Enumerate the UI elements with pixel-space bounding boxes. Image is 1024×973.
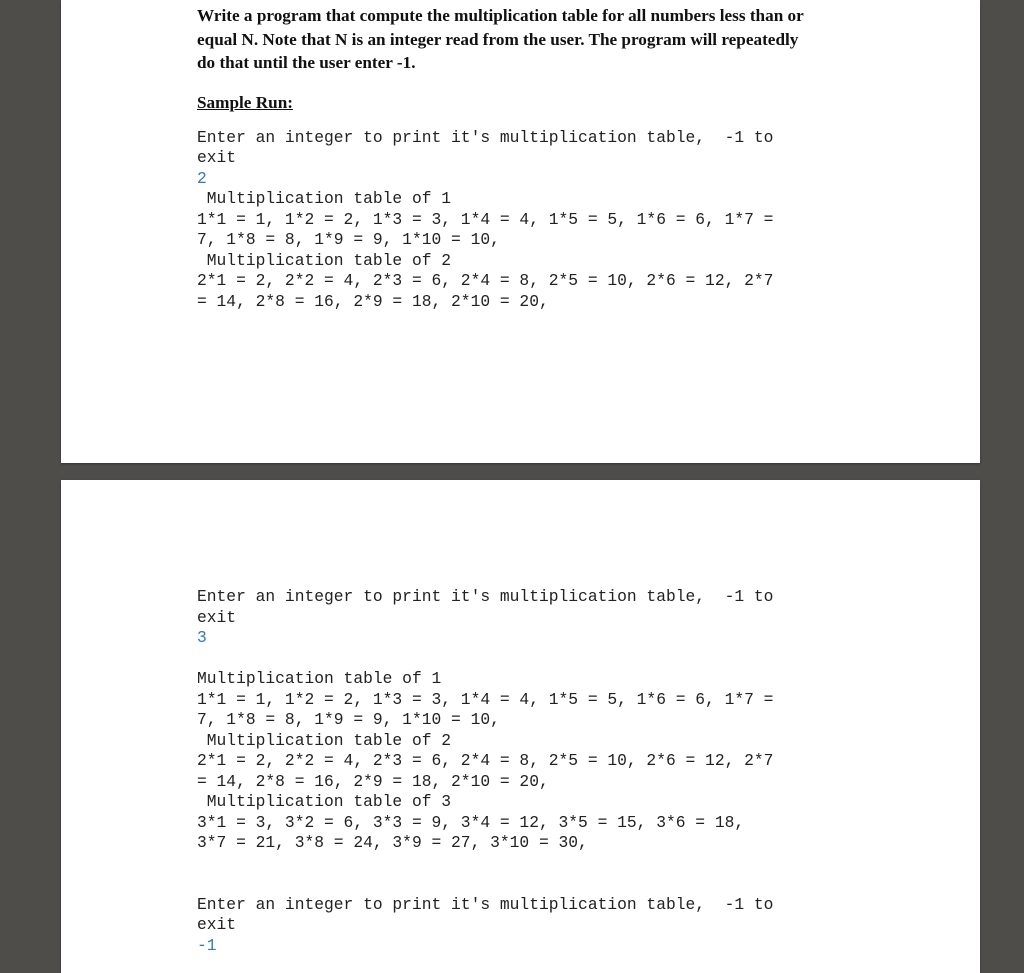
console-output-line: Multiplication table of 1 xyxy=(197,669,442,688)
document-page-2 xyxy=(61,480,980,973)
console-output-line: 7, 1*8 = 8, 1*9 = 9, 1*10 = 10, xyxy=(197,710,500,729)
document-page-1 xyxy=(61,0,980,463)
console-output-line: exit xyxy=(197,915,237,934)
console-output-line: = 14, 2*8 = 16, 2*9 = 18, 2*10 = 20, xyxy=(197,771,549,791)
user-input-value: 2 xyxy=(197,168,207,188)
sample-run-heading: Sample Run: xyxy=(197,92,293,112)
sample-run-output xyxy=(197,128,847,313)
blank-line xyxy=(197,874,847,895)
console-output-line: Multiplication table of 2 xyxy=(197,250,452,270)
console-output-line: 1*1 = 1, 1*2 = 2, 1*3 = 3, 1*4 = 4, 1*5 = 5, 1*6 = 6, 1*7 = xyxy=(197,209,774,229)
blank-line xyxy=(197,854,847,875)
problem-statement xyxy=(197,4,847,75)
console-output-line: Enter an integer to print it's multiplication table, -1 to xyxy=(197,587,774,606)
sample-run-output-continued xyxy=(197,587,847,956)
console-output-line: exit xyxy=(197,607,237,627)
problem-line: Write a program that compute the multiplication table for all numbers less than or xyxy=(197,6,804,25)
page-1-content xyxy=(197,4,847,312)
problem-line: equal N. Note that N is an integer read from the user. The program will repeatedly xyxy=(197,29,799,49)
console-output-line: 2*1 = 2, 2*2 = 4, 2*3 = 6, 2*4 = 8, 2*5 = 10, 2*6 = 12, 2*7 xyxy=(197,751,774,770)
console-output-line: = 14, 2*8 = 16, 2*9 = 18, 2*10 = 20, xyxy=(197,291,549,311)
console-output-line: Enter an integer to print it's multiplication table, -1 to xyxy=(197,127,774,147)
console-output-line: Multiplication table of 2 xyxy=(197,730,452,750)
console-output-line: 3*7 = 21, 3*8 = 24, 3*9 = 27, 3*10 = 30, xyxy=(197,833,588,852)
problem-line: do that until the user enter -1. xyxy=(197,53,416,72)
console-output-line: 7, 1*8 = 8, 1*9 = 9, 1*10 = 10, xyxy=(197,230,500,249)
console-output-line: Multiplication table of 3 xyxy=(197,792,452,811)
page-2-content xyxy=(197,587,847,956)
console-output-line: 3*1 = 3, 3*2 = 6, 3*3 = 9, 3*4 = 12, 3*5 = 15, 3*6 = 18, xyxy=(197,812,745,832)
console-output-line: Enter an integer to print it's multiplication table, -1 to xyxy=(197,894,774,914)
user-input-value: -1 xyxy=(197,935,217,955)
blank-line xyxy=(197,649,847,670)
console-output-line: exit xyxy=(197,148,237,167)
console-output-line: 2*1 = 2, 2*2 = 4, 2*3 = 6, 2*4 = 8, 2*5 = 10, 2*6 = 12, 2*7 xyxy=(197,271,774,290)
user-input-value: 3 xyxy=(197,628,207,647)
console-output-line: Multiplication table of 1 xyxy=(197,189,452,208)
console-output-line: 1*1 = 1, 1*2 = 2, 1*3 = 3, 1*4 = 4, 1*5 = 5, 1*6 = 6, 1*7 = xyxy=(197,689,774,709)
